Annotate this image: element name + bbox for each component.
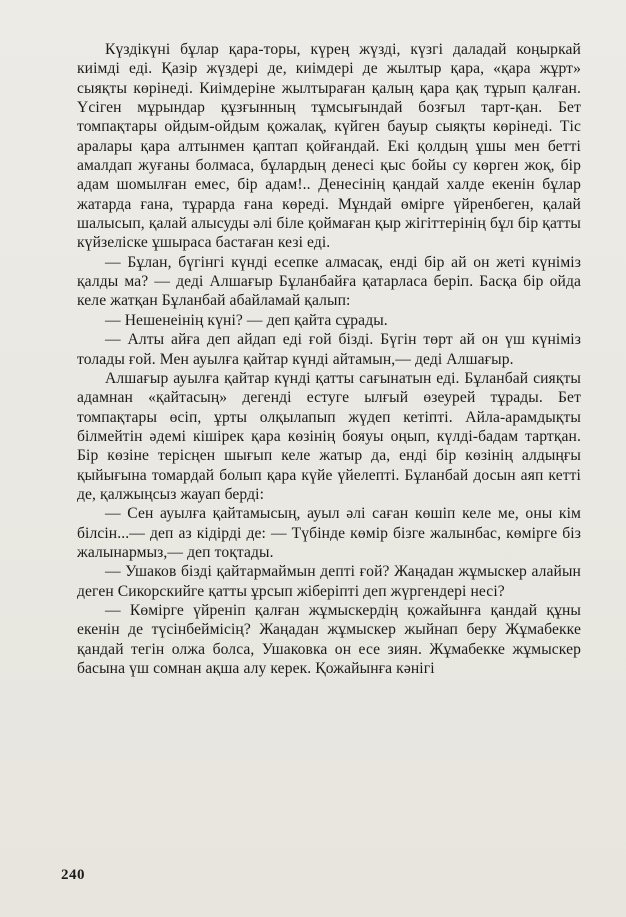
paragraph: — Алты айға деп айдап еді ғой бізді. Бүгін төрт ай он үш күніміз толады ғой. Мен ауылға қайтар күнді айтамын,— деді Алшағыр. xyxy=(77,331,581,368)
paragraph: — Нешенеінің күні? — деп қайта сұрады. xyxy=(105,311,388,329)
paragraph: — Көмірге үйреніп қалған жұмыскердің қожайынға қандай құны екенін де түсінбеймісің? Жаңадан жұмыскер жыйнап беру Жұмабекке қандай тегін олжа болса, Ушаковка он есе зиян. Жұмабекке жұмыскер басына үш сомнан ақша алу керек. Қожайынға кәнігі xyxy=(77,601,581,677)
page-body-text xyxy=(77,40,581,678)
paragraph: Алшағыр ауылға қайтар күнді қатты сағынатын еді. Бұланбай сияқты адамнан «қайтасың» дегенді естуге ылғый өзеурей тұрады. Бет томпақтары өсіп, ұрты олқылапып жүдеп кетіпті. Айла-арамдықты білмейтін әдемі кішірек қара көзінің бояуы оңып, күлді-бадам тартқан. Бір көзіне терісңен шығып келе жатыр да, енді бір көзінің алдыңғы қыйығына томардай болып қара күйе үйелепті. Бұланбай досын аяп кетті де, қалжыңсыз жауап берді: xyxy=(77,369,581,503)
paragraph: — Бұлан, бүгінгі күнді есепке алмасақ, енді бір ай он жеті күніміз қалды ма? — деді Алшағыр Бұланбайға қатарласа беріп. Басқа бір ойда келе жатқан Бұланбай абайламай қалып: xyxy=(77,253,581,310)
paragraph: — Сен ауылға қайтамысың, ауыл әлі саған көшіп келе ме, оны кім білсін...— деп аз кідірді де: — Түбінде көмір бізге жалынбас, көмірге біз жалынармыз,— деп тоқтады. xyxy=(77,505,581,561)
paragraph: Күздікүні бұлар қара-торы, күрең жүзді, күзгі даладай коңыркай киімді еді. Қазір жүздері де, киімдері де жылтыр қара, «қара жұрт» сыяқты көрінеді. Киімдеріне жылтыраған қалың қара қақ тұрып қалған. Үсіген мұрындар құзғынның тұмсығындай бозғыл тарт-қан. Бет томпақтары ойдым-ойдым қожалақ, күйген бауыр сыяқты көрінеді. Тіс аралары қара алтынмен қаптап қойғандай. Екі қолдың ұшы мен бетті амалдап жуғаны болмаса, бұлардың денесі қыс бойы су көрген жоқ, бір адам шомылған емес, бір адам!.. Денесінің қандай халде екенін бұлар жатарда ғана, тұрарда ғана көреді. Мұндай өмірге үйренбеген, қалай шалысып, қалай алысуды әлі біле қоймаған қыр жігіттерінің бұл бір қатты күйзеліске ұшыраса бастаған кезі еді. xyxy=(77,41,581,252)
paragraph: — Ушаков бізді қайтармаймын депті ғой? Жаңадан жұмыскер алайын деген Сикорскийге қатты ұрсып жіберіпті деп жүргендері несі? xyxy=(77,563,581,600)
page-number: 240 xyxy=(61,867,85,883)
